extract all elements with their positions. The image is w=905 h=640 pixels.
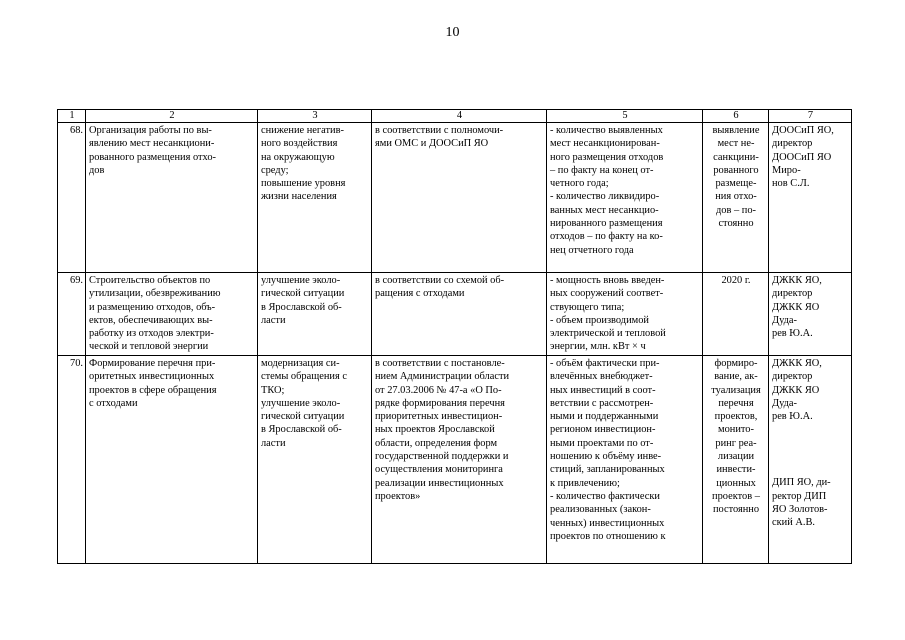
cell-line: ласти [261,314,286,326]
row-number: 70. [58,356,86,564]
cell-line: формиро- [714,358,758,369]
indicators-cell [547,273,703,356]
cell-line: - объем производимой [550,314,649,326]
cell-line: Формирование перечня при- [89,358,216,369]
cell-line: ствующего типа; [550,301,625,313]
cell-line: влечённых внебюджет- [550,371,653,383]
cell-line: постоянно [712,504,760,516]
cell-line: ласти [261,437,286,449]
cell-line: мест несанкционирован- [550,138,660,150]
cell-line: в соответствии с полномочи- [375,125,504,136]
row-number: 69. [58,273,86,356]
cell-line: мест не- [717,138,755,150]
cell-line: Организация работы по вы- [89,125,212,136]
cell-line: ченных) инвестиционных [550,517,665,529]
cell-line: повышение уровня [261,178,346,190]
cell-line: - количество фактически [550,490,660,502]
row-number: 68. [58,123,86,273]
cell-line: ДЖКК ЯО [772,384,820,396]
cell-line: проектов по отношению к [550,530,666,542]
term-cell [703,356,769,564]
indicators-cell [547,356,703,564]
cell-line: ДЖКК ЯО [772,301,820,313]
cell-line: осуществления мониторинга [375,464,503,476]
cell-line: от 27.03.2006 № 47-а «О По- [375,384,502,396]
cell-line: рованного [713,164,759,176]
cell-line: ванных мест несанкцио- [550,204,659,216]
cell-line: стоянно [718,218,754,230]
measure-cell [86,356,258,564]
column-header: 1 [58,110,86,123]
cell-line: нец отчетного года [550,244,634,256]
measure-cell [86,123,258,273]
cell-line: в соответствии с постановле- [375,358,505,369]
table-row [58,273,852,356]
column-header: 4 [372,110,547,123]
cell-line: ческой и тепловой энергии [89,341,209,353]
cell-line: Строительство объектов по [89,275,211,286]
basis-cell [372,123,547,273]
cell-line: проектов – [712,490,760,502]
cell-line: снижение негатив- [261,125,344,136]
cell-line: стемы обращения с [261,371,347,383]
cell-line: туализация [711,384,761,396]
column-header: 6 [703,110,769,123]
table-row [58,123,852,273]
page-number: 10 [445,25,460,40]
cell-line: ными проектами по от- [550,437,654,449]
cell-line: ционных [716,477,756,489]
cell-line: ями ОМС и ДООСиП ЯО [375,138,489,150]
cell-line: проектов в сфере обращения [89,384,217,396]
column-header: 2 [86,110,258,123]
cell-line: ТКО; [261,384,285,396]
cell-line: ДЖКК ЯО, [772,275,822,286]
cell-line: в соответствии со схемой об- [375,275,505,286]
cell-line: к привлечению; [550,477,620,489]
cell-line: ния отхо- [715,191,757,203]
column-header: 5 [547,110,703,123]
cell-line: модернизация си- [261,358,340,369]
cell-line: с отходами [89,397,138,409]
cell-line: ДООСиП ЯО [772,151,832,163]
cell-line: нов С.Л. [772,178,810,190]
result-cell [258,356,372,564]
cell-line: Миро- [772,164,801,176]
cell-line: улучшение эколо- [261,397,341,409]
cell-line: - объём фактически при- [550,358,660,369]
cell-line: оритетных инвестиционных [89,371,215,383]
cell-line: - мощность вновь введен- [550,275,665,286]
cell-line: утилизации, обезвреживанию [89,288,221,300]
cell-line: ношению к объёму инве- [550,451,662,463]
table-header-row [58,110,852,123]
cell-line: проектов» [375,490,421,502]
cell-line: ЯО Золотов- [772,504,828,516]
cell-line: реализованных (закон- [550,504,651,516]
cell-line: и размещению отходов, объ- [89,301,216,313]
cell-line: явлению мест несанкциони- [89,138,215,150]
cell-line: вание, ак- [714,371,758,383]
cell-line: рованного размещения отхо- [89,151,217,163]
cell-line: ский А.В. [772,517,816,529]
measure-cell [86,273,258,356]
cell-line: ных инвестиций в соот- [550,384,656,396]
table-row [58,356,852,564]
cell-line: четного года; [550,178,609,190]
cell-line: выявление [712,125,760,136]
cell-line: ектов, обеспечивающих вы- [89,314,213,326]
cell-line: – по факту на конец от- [550,164,654,176]
cell-line: ными и поддержанными [550,411,659,423]
cell-line: ДЖКК ЯО, [772,358,822,369]
cell-line: рев Ю.А. [772,328,813,340]
cell-line: инвести- [716,464,756,476]
cell-line: регионом инвестицион- [550,424,656,436]
cell-line: дов – по- [716,204,756,216]
cell-line: ного воздействия [261,138,338,150]
cell-line: Дуда- [772,397,797,409]
cell-line: 2020 г. [721,275,751,286]
term-cell [703,273,769,356]
cell-line: работку из отходов электри- [89,328,214,340]
cell-line: гической ситуации [261,288,345,300]
cell-line: монито- [718,424,754,436]
cell-line: гической ситуации [261,411,345,423]
cell-line: на окружающую [261,151,335,163]
cell-line: ного размещения отходов [550,151,664,163]
cell-line: ДИП ЯО, ди- [772,477,831,489]
cell-line: нированного размещения [550,218,663,230]
cell-line: нием Администрации области [375,371,510,383]
cell-line: рев Ю.А. [772,411,813,423]
cell-line: в Ярославской об- [261,301,342,313]
cell-line: среду; [261,164,289,176]
cell-line: ращения с отходами [375,288,465,300]
cell-line: директор [772,138,813,150]
cell-line: ринг реа- [715,437,757,449]
measures-table [57,109,852,564]
cell-line: жизни населения [261,191,337,203]
basis-cell [372,273,547,356]
indicators-cell [547,123,703,273]
cell-line: проектов, [714,411,758,423]
spacer [772,423,849,476]
cell-line: стиций, запланированных [550,464,665,476]
basis-cell [372,356,547,564]
cell-line: рядке формирования перечня [375,397,505,409]
cell-line: энергии, млн. кВт × ч [550,341,646,353]
executor-cell [769,356,852,564]
cell-line: Дуда- [772,314,797,326]
cell-line: отходов – по факту на ко- [550,231,663,243]
result-cell [258,273,372,356]
cell-line: директор [772,288,813,300]
cell-line: ректор ДИП [772,490,827,502]
result-cell [258,123,372,273]
executor-cell [769,123,852,273]
cell-line: ветствии с рассмотрен- [550,397,654,409]
cell-line: государственной поддержки и [375,451,509,463]
cell-line: дов [89,164,105,176]
cell-line: - количество ликвидиро- [550,191,660,203]
cell-line: электрической и тепловой [550,328,666,340]
cell-line: размеще- [715,178,757,190]
cell-line: перечня [718,397,754,409]
cell-line: санкцини- [713,151,759,163]
cell-line: директор [772,371,813,383]
cell-line: - количество выявленных [550,125,663,136]
cell-line: области, определения форм [375,437,498,449]
column-header: 7 [769,110,852,123]
cell-line: ных проектов Ярославской [375,424,495,436]
cell-line: улучшение эколо- [261,275,341,286]
term-cell [703,123,769,273]
cell-line: реализации инвестиционных [375,477,504,489]
cell-line: ных сооружений соответ- [550,288,664,300]
cell-line: лизации [717,451,755,463]
executor-cell [769,273,852,356]
cell-line: в Ярославской об- [261,424,342,436]
cell-line: приоритетных инвестицион- [375,411,503,423]
column-header: 3 [258,110,372,123]
cell-line: ДООСиП ЯО, [772,125,834,136]
